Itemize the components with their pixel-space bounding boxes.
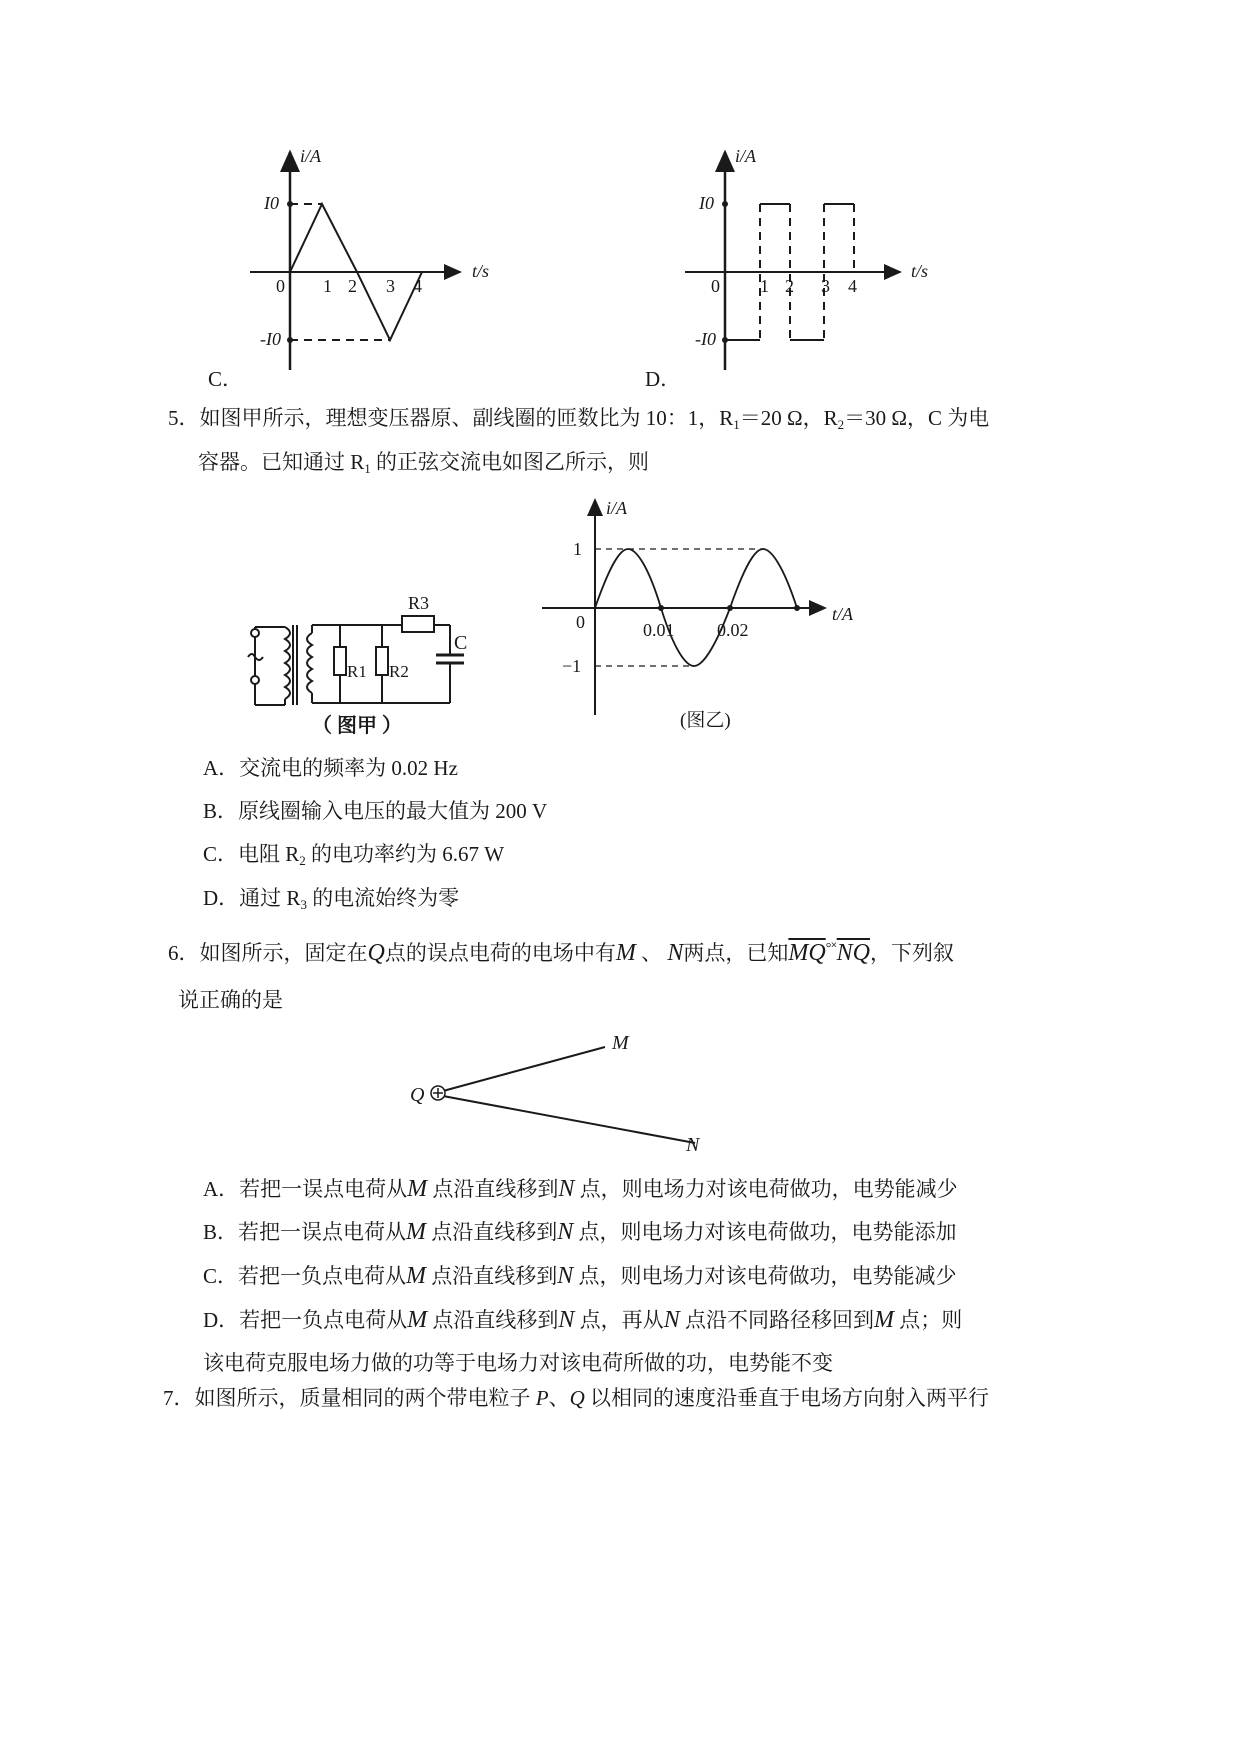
origin-label: 0 (576, 612, 585, 632)
q5-option-a: A．交流电的频率为 0.02 Hz (203, 756, 458, 780)
q5-option-c: C．电阻 $R_2$ 的电功率约为 6.67 W (203, 842, 505, 868)
tick-label: 1 (760, 276, 769, 296)
q7-line-1: 7．如图所示，质量相同的两个带电粒子 P、Q 以相同的速度沿垂直于电场方向射入两平行 (163, 1386, 989, 1410)
q6-option-a: A．若把一误点电荷从M 点沿直线移到N 点，则电场力对该电荷做功，电势能减少 (203, 1176, 958, 1202)
r3-label: R3 (408, 593, 430, 613)
circuit-diagram (240, 585, 480, 740)
figure-a-caption: （ 图甲 ） (312, 715, 402, 737)
n-label: N (686, 1134, 700, 1156)
neg-i0-label: -I0 (260, 329, 281, 349)
q6-number: 6． (168, 941, 200, 965)
q6-option-c: C．若把一负点电荷从M 点沿直线移到N 点，则电场力对该电荷做功，电势能减少 (203, 1263, 957, 1289)
tick-label: 3 (386, 276, 395, 296)
option-c-label: C． (208, 367, 244, 391)
charge-figure (400, 1025, 730, 1160)
chart-d (685, 140, 955, 375)
neg-i0-label: -I0 (695, 329, 716, 349)
y-axis-label: i/A (300, 146, 321, 166)
tick-label: 2 (785, 276, 794, 296)
r1-label: R1 (347, 662, 367, 681)
option-d-label: D． (645, 367, 682, 391)
c-label: C (454, 632, 468, 654)
tick-label: 4 (413, 276, 422, 296)
tick-label: 2 (348, 276, 357, 296)
q6-option-b: B．若把一误点电荷从M 点沿直线移到N 点，则电场力对该电荷做功，电势能添加 (203, 1219, 957, 1245)
x-tick-label: 0.02 (717, 620, 749, 640)
q6-line-2: 说正确的是 (178, 988, 283, 1012)
r2-label: R2 (389, 662, 409, 681)
x-axis-label: t/s (472, 261, 490, 281)
figure-b-caption: (图乙) (680, 710, 731, 731)
tick-label: 4 (848, 276, 857, 296)
q5-option-d: D．通过 $R_3$ 的电流始终为零 (203, 886, 460, 912)
origin-label: 0 (276, 276, 285, 296)
q6-line-1: 6．如图所示，固定在Q点的误点电荷的电场中有M 、 N两点，已知$\overline{MQ}^{^\circ˟}\overline{NQ}$，下列叙 (168, 940, 954, 966)
m-label: M (612, 1032, 629, 1054)
q5-option-b: B．原线圈输入电压的最大值为 200 V (203, 799, 548, 823)
q7-number: 7． (163, 1386, 195, 1410)
q5-line-1: 5．如图甲所示，理想变压器原、副线圈的匝数比为 10：1，$R_1=20$ Ω，$R_2=30$ Ω，C 为电 (168, 406, 990, 432)
q6-option-d: D．若把一负点电荷从M 点沿直线移到N 点，再从N 点沿不同路径移回到M 点；则 (203, 1307, 963, 1333)
y-axis-label: i/A (606, 498, 627, 518)
origin-label: 0 (711, 276, 720, 296)
q5-number: 5． (168, 406, 200, 430)
x-axis-label: t/A (832, 604, 853, 624)
sine-chart (540, 490, 870, 735)
tick-label: 1 (323, 276, 332, 296)
i0-label: I0 (699, 193, 714, 213)
x-tick-label: 0.01 (643, 620, 675, 640)
x-axis-label: t/s (911, 261, 929, 281)
y-neg-label: −1 (562, 656, 582, 676)
q5-line-2: 容器。已知通过 $R_1$ 的正弦交流电如图乙所示，则 (198, 450, 650, 476)
y-pos-label: 1 (573, 539, 582, 559)
chart-c (250, 140, 510, 375)
i0-label: I0 (264, 193, 279, 213)
q6-option-d-line-2: 该电荷克服电场力做的功等于电场力对该电荷所做的功，电势能不变 (203, 1351, 833, 1375)
y-axis-label: i/A (735, 146, 756, 166)
tick-label: 3 (821, 276, 830, 296)
q-label: Q (410, 1084, 425, 1106)
